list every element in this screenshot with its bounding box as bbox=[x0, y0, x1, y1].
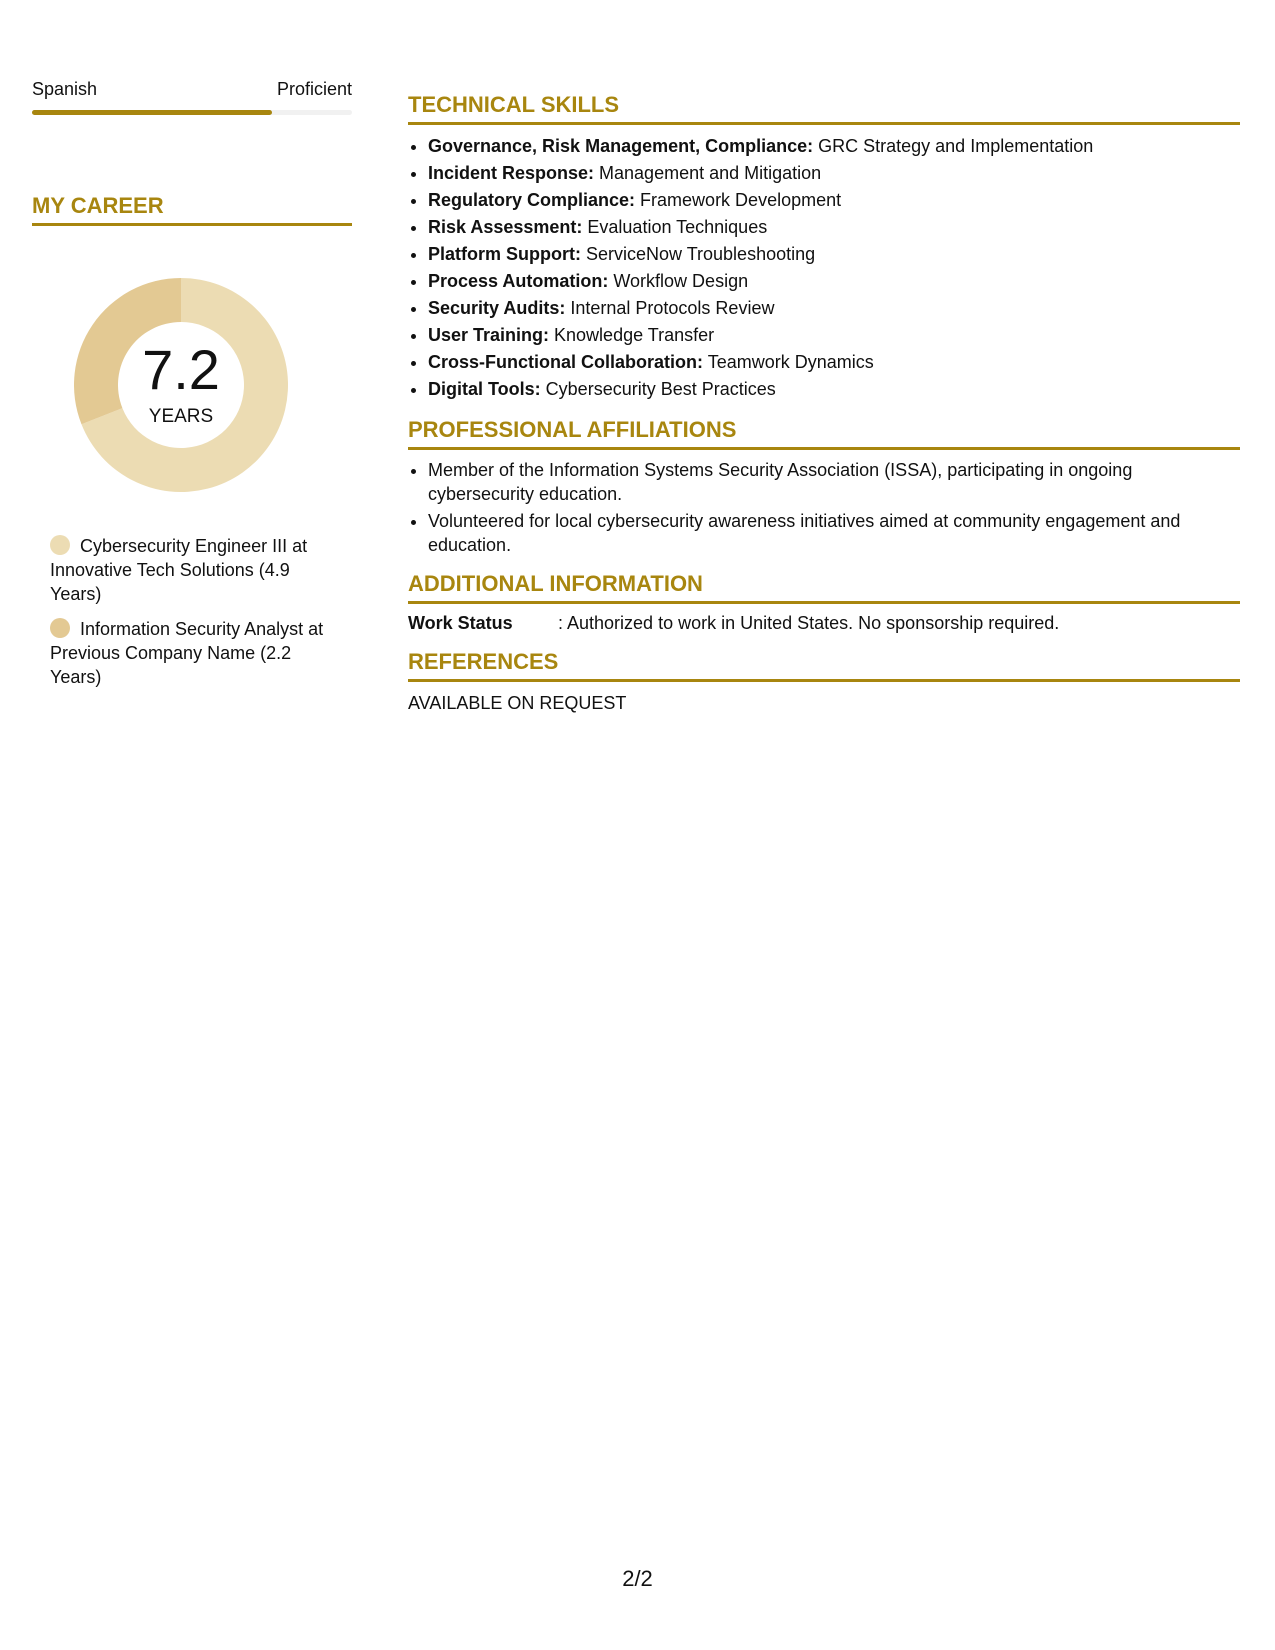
skill-term: Cross-Functional Collaboration: bbox=[428, 352, 704, 372]
legend-dot-icon bbox=[50, 535, 70, 555]
left-column bbox=[32, 78, 352, 700]
career-legend-label: Cybersecurity Engineer III at Innovative Tech Solutions (4.9 Years) bbox=[50, 536, 308, 604]
technical-skills-list bbox=[408, 133, 1240, 403]
skill-term: Process Automation: bbox=[428, 271, 609, 291]
skill-term: Digital Tools: bbox=[428, 379, 541, 399]
career-legend-item bbox=[50, 534, 340, 606]
work-status-value: : Authorized to work in United States. No sponsorship required. bbox=[558, 613, 1060, 633]
page-number: 2/2 bbox=[622, 1566, 653, 1591]
skill-term: Incident Response: bbox=[428, 163, 595, 183]
skill-item bbox=[428, 349, 1240, 376]
skill-item bbox=[428, 160, 1240, 187]
additional-info-heading: ADDITIONAL INFORMATION bbox=[408, 571, 1240, 604]
skill-term: Security Audits: bbox=[428, 298, 566, 318]
skill-desc: GRC Strategy and Implementation bbox=[813, 136, 1094, 156]
total-years-unit: YEARS bbox=[148, 406, 214, 427]
career-legend-item bbox=[50, 617, 340, 689]
language-level-bar bbox=[32, 110, 352, 115]
work-status-row bbox=[408, 611, 1240, 635]
references-heading: REFERENCES bbox=[408, 649, 1240, 682]
skill-item bbox=[428, 268, 1240, 295]
language-name: Spanish bbox=[32, 79, 98, 99]
skill-term: User Training: bbox=[428, 325, 550, 345]
skill-desc: Knowledge Transfer bbox=[549, 325, 715, 345]
skill-item bbox=[428, 322, 1240, 349]
skill-desc: Management and Mitigation bbox=[594, 163, 822, 183]
skill-item bbox=[428, 376, 1240, 403]
skill-item bbox=[428, 187, 1240, 214]
language-level-fill bbox=[32, 110, 272, 115]
skill-desc: Evaluation Techniques bbox=[582, 217, 768, 237]
affiliation-item: • Volunteered for local cybersecurity awareness initiatives aimed at community engagement and education. bbox=[428, 509, 1240, 557]
skill-term: Regulatory Compliance: bbox=[428, 190, 636, 210]
skill-desc: Framework Development bbox=[635, 190, 842, 210]
career-legend bbox=[50, 534, 340, 689]
references-text: AVAILABLE ON REQUEST bbox=[408, 693, 627, 713]
language-row bbox=[32, 78, 352, 100]
skill-term: Platform Support: bbox=[428, 244, 581, 264]
skill-desc: ServiceNow Troubleshooting bbox=[581, 244, 816, 264]
right-column bbox=[408, 92, 1240, 715]
career-heading: MY CAREER bbox=[32, 193, 352, 226]
affiliations-heading: PROFESSIONAL AFFILIATIONS bbox=[408, 417, 1240, 450]
skill-desc: Cybersecurity Best Practices bbox=[540, 379, 776, 399]
skill-item bbox=[428, 241, 1240, 268]
technical-skills-heading: TECHNICAL SKILLS bbox=[408, 92, 1240, 125]
skill-item bbox=[428, 214, 1240, 241]
skill-desc: Teamwork Dynamics bbox=[703, 352, 874, 372]
career-legend-label: Information Security Analyst at Previous Company Name (2.2 Years) bbox=[50, 619, 324, 687]
affiliation-item: • Member of the Information Systems Security Association (ISSA), participating in ongoing cybersecurity education. bbox=[428, 458, 1240, 506]
language-level: Proficient bbox=[276, 79, 352, 99]
skill-desc: Workflow Design bbox=[608, 271, 749, 291]
affiliations-list bbox=[408, 458, 1240, 557]
skill-item bbox=[428, 295, 1240, 322]
skill-desc: Internal Protocols Review bbox=[565, 298, 775, 318]
skill-term: Risk Assessment: bbox=[428, 217, 583, 237]
legend-dot-icon bbox=[50, 618, 70, 638]
work-status-label: Work Status bbox=[408, 613, 513, 633]
total-years-value: 7.2 bbox=[142, 338, 220, 401]
skill-term: Governance, Risk Management, Compliance: bbox=[428, 136, 814, 156]
career-donut-chart bbox=[66, 270, 296, 500]
skill-item bbox=[428, 133, 1240, 160]
